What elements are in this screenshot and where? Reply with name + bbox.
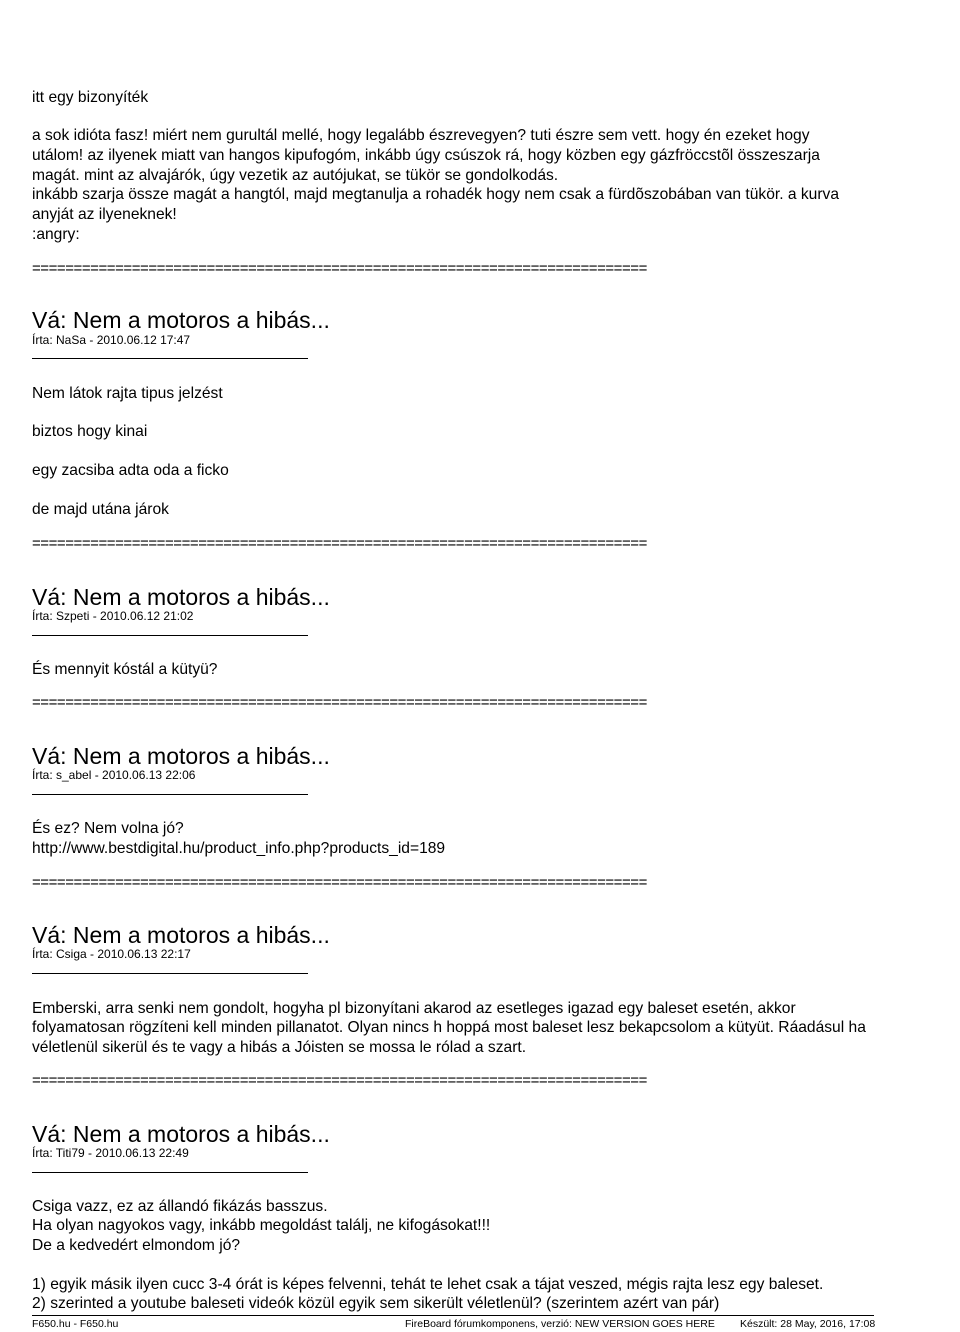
meta-divider (32, 973, 308, 974)
meta-divider (32, 635, 308, 636)
post-meta: Írta: Szpeti - 2010.06.12 21:02 (32, 609, 194, 623)
post-meta: Írta: NaSa - 2010.06.12 17:47 (32, 333, 191, 347)
post-body-line: Csiga vazz, ez az állandó fikázás basszus. (32, 1198, 328, 1215)
post-link[interactable]: http://www.bestdigital.hu/product_info.php?products_id=189 (32, 840, 446, 857)
post-body-line: És ez? Nem volna jó? (32, 820, 184, 837)
post-body-line: véletlenül sikerül és te vagy a hibás a Jóisten se mossa le rólad a szart. (32, 1039, 527, 1056)
post-body-line: És mennyit kóstál a kütyü? (32, 661, 218, 678)
meta-divider (32, 358, 308, 359)
post-separator: ========================================================================== (32, 260, 647, 277)
intro-line: a sok idióta fasz! miért nem gurultál mellé, hogy legalább észrevegyen? tuti észre sem vett. hogy én ezeket hogy (32, 127, 810, 144)
footer-component: FireBoard fórumkomponens, verzió: NEW VERSION GOES HERE (405, 1318, 715, 1330)
post-title: Vá: Nem a motoros a hibás... (32, 1121, 330, 1147)
post-meta: Írta: Titi79 - 2010.06.13 22:49 (32, 1146, 189, 1160)
post-body-line: egy zacsiba adta oda a ficko (32, 462, 229, 479)
post-body-line: De a kedvedért elmondom jó? (32, 1237, 241, 1254)
intro-line: utálom! az ilyenek miatt van hangos kipufogóm, inkább úgy csúszok rá, hogy közben egy gázfröccstõl összeszarja (32, 147, 820, 164)
post-separator: ========================================================================== (32, 535, 647, 552)
intro-line: inkább szarja össze magát a hangtól, majd megtanulja a rohadék hogy nem csak a fürdõszobában van tükör. a kurva (32, 186, 840, 203)
post-body-line: 1) egyik másik ilyen cucc 3-4 órát is képes felvenni, tehát te lehet csak a tájat veszed, mégis rajta lesz egy baleset. (32, 1276, 824, 1293)
post-body-line: de majd utána járok (32, 501, 169, 518)
post-body-line: biztos hogy kinai (32, 423, 148, 440)
meta-divider (32, 794, 308, 795)
footer-generated: Készült: 28 May, 2016, 17:08 (740, 1318, 876, 1330)
post-body-line: Ha olyan nagyokos vagy, inkább megoldást találj, ne kifogásokat!!! (32, 1217, 491, 1234)
post-title: Vá: Nem a motoros a hibás... (32, 743, 330, 769)
intro-title: itt egy bizonyíték (32, 89, 149, 106)
post-body-line: folyamatosan rögzíteni kell minden pillanatot. Olyan nincs h hoppá most baleset lesz bekapcsolom a kütyüt. Ráadásul ha (32, 1019, 866, 1036)
intro-line: :angry: (32, 226, 80, 243)
footer-site: F650.hu - F650.hu (32, 1318, 119, 1330)
post-separator: ========================================================================== (32, 1072, 647, 1089)
footer-divider (32, 1315, 874, 1316)
intro-line: magát. mint az alvajárók, úgy vezetik az autójukat, se tükör se gondolkodás. (32, 167, 559, 184)
post-separator: ========================================================================== (32, 694, 647, 711)
post-body-line: 2) szerinted a youtube baleseti videók közül egyik sem sikerült véletlenül? (szerintem azért van pár) (32, 1295, 720, 1312)
post-body-line: Nem látok rajta tipus jelzést (32, 385, 223, 402)
post-meta: Írta: s_abel - 2010.06.13 22:06 (32, 768, 196, 782)
intro-line: anyját az ilyeneknek! (32, 206, 177, 223)
meta-divider (32, 1172, 308, 1173)
post-title: Vá: Nem a motoros a hibás... (32, 922, 330, 948)
post-title: Vá: Nem a motoros a hibás... (32, 307, 330, 333)
post-separator: ========================================================================== (32, 874, 647, 891)
post-title: Vá: Nem a motoros a hibás... (32, 584, 330, 610)
post-meta: Írta: Csiga - 2010.06.13 22:17 (32, 947, 191, 961)
post-body-line: Emberski, arra senki nem gondolt, hogyha pl bizonyítani akarod az esetleges igazad egy baleset esetén, akkor (32, 1000, 796, 1017)
